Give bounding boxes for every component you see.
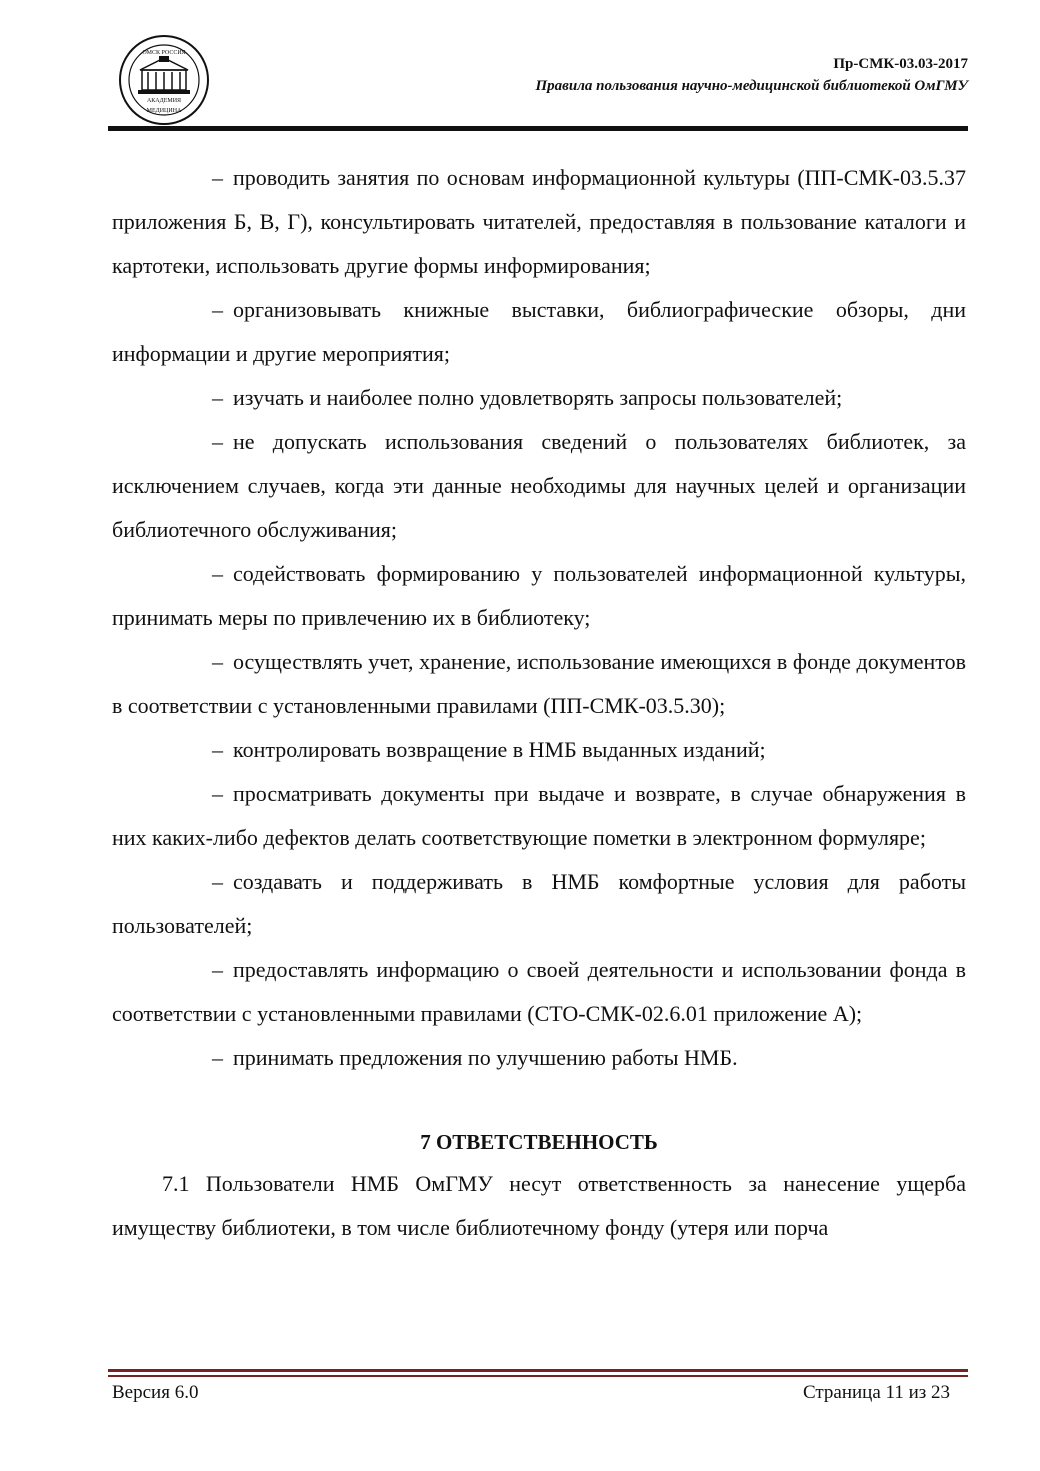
version-label: Версия 6.0 — [112, 1382, 199, 1403]
list-bullet: – — [212, 385, 223, 410]
list-item — [112, 552, 966, 640]
document-code: Пр-СМК-03.03-2017 — [833, 56, 968, 72]
list-item-text: осуществлять учет, хранение, использование имеющихся в фонде документов в соответствии с установленными правилами (ПП-СМК-03.5.30); — [112, 649, 966, 718]
list-item-text: контролировать возвращение в НМБ выданных изданий; — [233, 737, 766, 762]
list-item-text: принимать предложения по улучшению работы НМБ. — [233, 1045, 738, 1070]
list-item-text: создавать и поддерживать в НМБ комфортные условия для работы пользователей; — [112, 869, 966, 938]
list-item — [112, 772, 966, 860]
header-divider — [108, 126, 968, 131]
list-bullet: – — [212, 781, 223, 806]
list-item — [112, 728, 966, 772]
list-bullet: – — [212, 737, 223, 762]
document-title: Правила пользования научно-медицинской библиотекой ОмГМУ — [535, 78, 968, 94]
list-bullet: – — [212, 1045, 223, 1070]
svg-text:АКАДЕМИЯ: АКАДЕМИЯ — [146, 98, 182, 104]
list-item — [112, 420, 966, 552]
list-bullet: – — [212, 869, 223, 894]
page-header — [0, 0, 1040, 140]
list-item — [112, 860, 966, 948]
document-body — [112, 156, 966, 1250]
list-item — [112, 288, 966, 376]
list-bullet: – — [212, 165, 223, 190]
footer-divider — [108, 1369, 968, 1372]
list-item — [112, 948, 966, 1036]
svg-text:МЕДИЦИНА: МЕДИЦИНА — [146, 108, 182, 114]
list-item — [112, 1036, 966, 1080]
academy-seal-icon — [118, 34, 210, 126]
list-item-text: проводить занятия по основам информационной культуры (ПП-СМК-03.5.37 приложения Б, В, Г), консультировать читателей, предоставляя в пользование каталоги и картотеки, использовать другие формы информирования; — [112, 165, 966, 278]
list-item-text: предоставлять информацию о своей деятельности и использовании фонда в соответствии с установленными правилами (СТО-СМК-02.6.01 приложение А); — [112, 957, 966, 1026]
footer-divider-secondary — [108, 1375, 968, 1377]
list-item-text: организовывать книжные выставки, библиографические обзоры, дни информации и другие мероприятия; — [112, 297, 966, 366]
svg-text:ОМСК РОССИЯ: ОМСК РОССИЯ — [142, 50, 186, 56]
list-item-text: изучать и наиболее полно удовлетворять запросы пользователей; — [233, 385, 843, 410]
list-bullet: – — [212, 297, 223, 322]
list-bullet: – — [212, 649, 223, 674]
list-item — [112, 376, 966, 420]
list-bullet: – — [212, 561, 223, 586]
list-item — [112, 156, 966, 288]
list-bullet: – — [212, 957, 223, 982]
list-item-text: содействовать формированию у пользователей информационной культуры, принимать меры по привлечению их в библиотеку; — [112, 561, 966, 630]
section-paragraph: 7.1 Пользователи НМБ ОмГМУ несут ответственность за нанесение ущерба имуществу библиотеки, в том числе библиотечному фонду (утеря или порча — [112, 1171, 966, 1240]
list-bullet: – — [212, 429, 223, 454]
list-item-text: не допускать использования сведений о пользователях библиотек, за исключением случаев, когда эти данные необходимы для научных целей и организации библиотечного обслуживания; — [112, 429, 966, 542]
list-item-text: просматривать документы при выдаче и возврате, в случае обнаружения в них каких-либо дефектов делать соответствующие пометки в электронном формуляре; — [112, 781, 966, 850]
page-number: Страница 11 из 23 — [802, 1382, 950, 1403]
list-item — [112, 640, 966, 728]
section-heading: 7 ОТВЕТСТВЕННОСТЬ — [420, 1130, 658, 1154]
